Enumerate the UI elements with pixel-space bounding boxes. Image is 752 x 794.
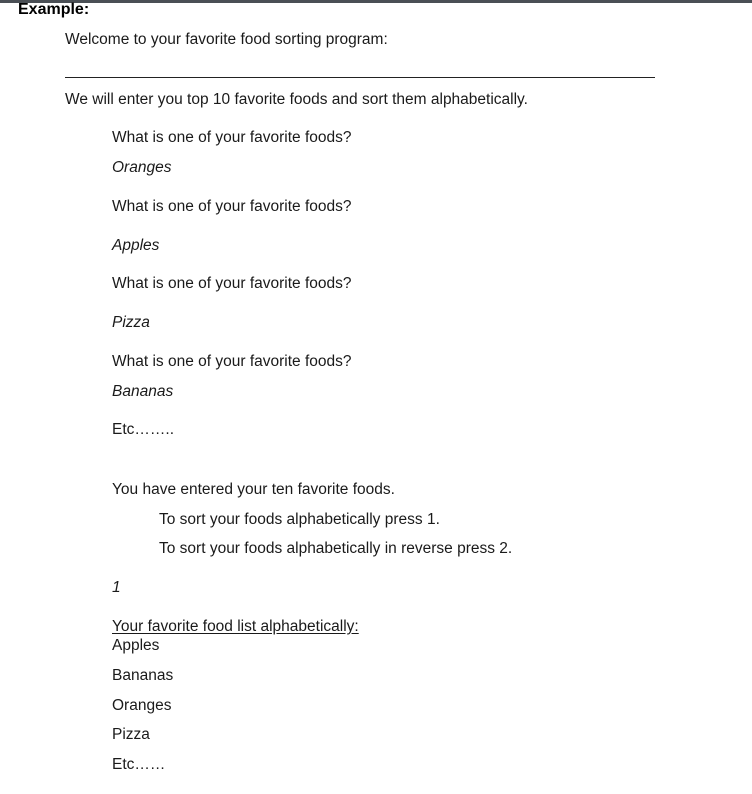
sorted-list-item: Oranges	[112, 697, 172, 714]
food-prompt: What is one of your favorite foods?	[112, 129, 352, 146]
sort-option-reverse: To sort your foods alphabetically in reverse press 2.	[159, 540, 513, 557]
welcome-text: Welcome to your favorite food sorting program:	[65, 31, 388, 48]
entered-message: You have entered your ten favorite foods.	[112, 481, 395, 498]
sort-option-ascending: To sort your foods alphabetically press 1.	[159, 511, 440, 528]
user-choice: 1	[112, 579, 121, 596]
food-prompt: What is one of your favorite foods?	[112, 353, 352, 370]
etc-text: Etc……	[112, 756, 166, 773]
sorted-list-heading: Your favorite food list alphabetically:	[112, 618, 359, 635]
food-answer: Apples	[112, 237, 160, 254]
food-answer: Bananas	[112, 383, 174, 400]
sorted-list-item: Pizza	[112, 726, 150, 743]
intro-text: We will enter you top 10 favorite foods and sort them alphabetically.	[65, 91, 528, 108]
sorted-list-item: Bananas	[112, 667, 174, 684]
food-answer: Oranges	[112, 159, 172, 176]
food-prompt: What is one of your favorite foods?	[112, 275, 352, 292]
top-border	[0, 0, 752, 3]
food-answer: Pizza	[112, 314, 150, 331]
divider-line	[65, 77, 655, 78]
sorted-list-item: Apples	[112, 637, 160, 654]
food-prompt: What is one of your favorite foods?	[112, 198, 352, 215]
etc-text: Etc……..	[112, 421, 175, 438]
example-heading: Example:	[18, 1, 90, 18]
